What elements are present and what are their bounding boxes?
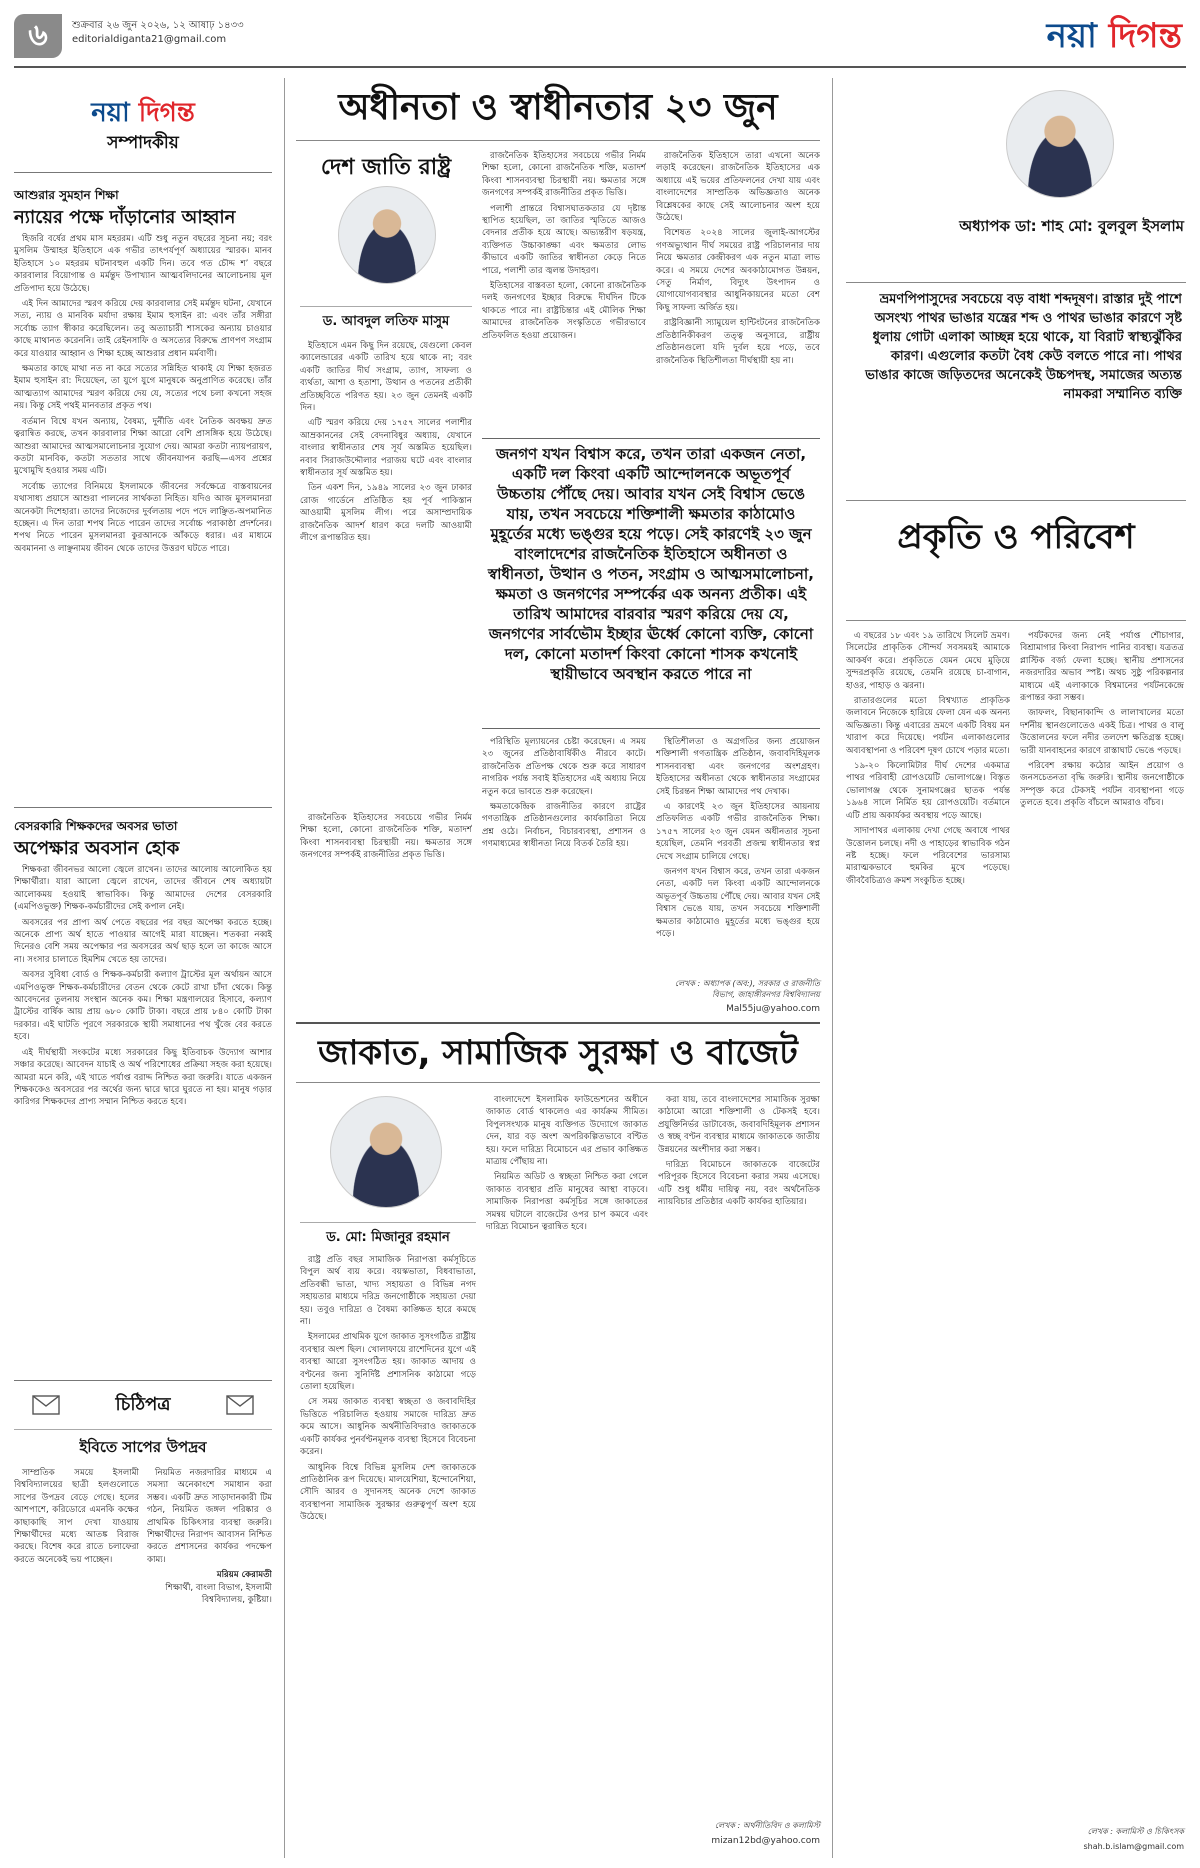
sidebar-author-photo xyxy=(1006,90,1114,198)
editorial-body-2: শিক্ষকরা জীবনভর আলো জ্বেলে রাখেন। তাদের আলোয় আলোকিত হয় শিক্ষার্থীরা। যারা আলো জ্বেলে রাখেন, তাদের জীবনে শেষ অধ্যায়টা আলোকময় হওয়াই স্বাভাবিক। কিন্তু আমাদের দেশের বেসরকারি (এমপিওভুক্ত) শিক্ষক-কর্মচারীদের সেই কপাল নেই। অবসরের পর প্রাপ্য অর্থ পেতে বছরের পর বছর অপেক্ষা করতে হচ্ছে। অনেকে প্রাপ্য অর্থ হাতে পাওয়ার আগেই মারা যাচ্ছেন। শতকরা নব্বই দিনেরও বেশি সময় অপেক্ষার পর অবসরের অর্থ ছাড় হলে তা কাজে আসে না। সংসার চালাতে হিমশিম খেতে হয় তাদের। অবসর সুবিধা বোর্ড ও শিক্ষক-কর্মচারী কল্যাণ ট্রাস্টের মূল অর্থায়ন আসে এমপিওভুক্ত শিক্ষক-কর্মচারীদের বেতন থেকে কেটে রাখা চাঁদা থেকে। কিন্তু আবেদনের তুলনায় সংস্থান অনেক কম। শিক্ষা মন্ত্রণালয়ের হিসাবে, কল্যাণ ট্রাস্টের বার্ষিক আয় প্রায় ৬৮০ কোটি টাকা। বছরে প্রায় ৮৪০ কোটি টাকা দরকার। এই ঘাটতি পূরণে সরকারকে স্থায়ী সমাধানের পথ খুঁজে বের করতে হবে। এই দীর্ঘস্থায়ী সংকটের মধ্যে সরকারের কিছু ইতিবাচক উদ্যোগ আশার সঞ্চার করেছে। আবেদন যাচাই ও অর্থ পরিশোধের প্রক্রিয়া সহজ করা হয়েছে। আমরা মনে করি, এই খাতে পর্যাপ্ত বরাদ্দ নিশ্চিত করা জরুরি। যাতে একজন শিক্ষককেও অবসরের পর অর্থের জন্য দ্বারে দ্বারে ঘুরতে না হয়। মানুষ গড়ার কারিগর শিক্ষকদের প্রাপ্য সম্মান নিশ্চিত করতে হবে। xyxy=(14,865,272,1108)
second-footer-note: লেখক : অর্থনীতিবিদ ও কলামিস্ট xyxy=(714,1821,820,1830)
main-headline-rule xyxy=(296,140,820,141)
center-section-divider xyxy=(296,1022,820,1024)
sidebar-teaser: ভ্রমণপিপাসুদের সবচেয়ে বড় বাধা শব্দদূষণ। রাস্তার দুই পাশে অসংখ্য পাথর ভাঙার যন্ত্রের শব্দ ও পাথর ভাঙার কারণে সৃষ্ট ধুলায় গোটা এলাকা আচ্ছন্ন হয়ে থাকে, যা বিরাট স্বাস্থ্যঝুঁকির কারণ। এগুলোর কতটা বৈধ কেউ বলতে পারে না। পাথর ভাঙার কাজে জড়িতদের অনেকেই উচ্চপদস্থ, সমাজের অত্যন্ত নামকরা সম্মানিত ব্যক্তি xyxy=(865,292,1182,402)
editorial-logo: নয়া দিগন্ত xyxy=(91,98,195,128)
main-footer-email[interactable]: Mal55ju@yahoo.com xyxy=(726,1004,820,1014)
letter-signature-detail: শিক্ষার্থী, বাংলা বিভাগ, ইসলামী বিশ্ববিদ্যালয়, কুষ্টিয়া। xyxy=(165,1582,272,1606)
page-number-badge xyxy=(14,14,62,58)
second-col-b: বাংলাদেশে ইসলামিক ফাউন্ডেশনের অধীনে জাকাত বোর্ড থাকলেও এর কার্যক্রম সীমিত। বিপুলসংখ্যক মানুষ ব্যক্তিগত উদ্যোগে জাকাত দেন, যার বড় অংশ অপরিকল্পিতভাবে বণ্টিত হয়। ফলে দারিদ্র্য বিমোচনে এর প্রভাব কাঙ্ক্ষিত মাত্রায় পৌঁছায় না। নিয়মিত অডিট ও স্বচ্ছতা নিশ্চিত করা গেলে জাকাত ব্যবস্থার প্রতি মানুষের আস্থা বাড়বে। সামাজিক নিরাপত্তা কর্মসূচির সঙ্গে জাকাতের সমন্বয় ঘটালে বাজেটের ওপর চাপ কমবে এবং দারিদ্র্য বিমোচন ত্বরান্বিত হবে। xyxy=(486,1095,648,1233)
envelope-icon xyxy=(32,1395,60,1415)
second-col-c: করা যায়, তবে বাংলাদেশের সামাজিক সুরক্ষা কাঠামো আরো শক্তিশালী ও টেকসই হবে। প্রযুক্তিনির্ভর ডাটাবেজ, জবাবদিহিমূলক প্রশাসন ও স্বচ্ছ বণ্টন ব্যবস্থার মাধ্যমে জাকাতকে জাতীয় উন্নয়নের অংশীদার করা সম্ভব। দারিদ্র্য বিমোচনে জাকাতকে বাজেটের পরিপূরক হিসেবে বিবেচনা করার সময় এসেছে। এটি শুধু ধর্মীয় দায়িত্ব নয়, বরং অর্থনৈতিক ন্যায়বিচার প্রতিষ্ঠার একটি কার্যকর হাতিয়ার। xyxy=(658,1095,820,1208)
date-line: শুক্রবার ২৬ জুন ২০২৬, ১২ আষাঢ় ১৪৩৩ xyxy=(72,20,244,31)
pullquote-rule-bottom xyxy=(482,728,820,729)
letters-label: চিঠিপত্র xyxy=(115,1394,171,1415)
masthead-logo[interactable] xyxy=(1047,16,1182,56)
main-footer-note: লেখক : অধ্যাপক (অব:), সরকার ও রাজনীতি বিভাগ, জাহাঙ্গীরনগর বিশ্ববিদ্যালয় xyxy=(674,979,820,999)
letter-col-1: সাম্প্রতিক সময়ে ইসলামী বিশ্ববিদ্যালয়ের ছাত্রী হলগুলোতে সাপের উপদ্রব বেড়ে গেছে। হলের আশপাশে, করিডোরে এমনকি কক্ষের কাছাকাছি সাপ দেখা যাওয়ায় শিক্ষার্থীদের মধ্যে আতঙ্ক বিরাজ করছে। বিশেষ করে রাতে চলাফেরা করতে অনেকেই ভয় পাচ্ছেন। xyxy=(14,1468,139,1565)
editorial-divider-2 xyxy=(14,807,272,808)
letters-header xyxy=(14,1391,272,1421)
main-headline: অধীনতা ও স্বাধীনতার ২৩ জুন xyxy=(338,87,778,128)
header-divider xyxy=(14,66,1186,68)
second-col-a: রাষ্ট্র প্রতি বছর সামাজিক নিরাপত্তা কর্মসূচিতে বিপুল অর্থ ব্যয় করে। বয়স্কভাতা, বিধবাভাতা, প্রতিবন্ধী ভাতা, খাদ্য সহায়তা ও বিভিন্ন নগদ সহায়তার মাধ্যমে দরিদ্র জনগোষ্ঠীকে সহায়তা দেয়া হয়। তবুও দারিদ্র্য ও বৈষম্য কাঙ্ক্ষিত হারে কমছে না। ইসলামের প্রাথমিক যুগে জাকাত সুসংগঠিত রাষ্ট্রীয় ব্যবস্থার অংশ ছিল। খোলাফায়ে রাশেদিনের যুগে এই ব্যবস্থা আরো সুসংগঠিত হয়। জাকাত আদায় ও বণ্টনের জন্য সুনির্দিষ্ট প্রশাসনিক কাঠামো গড়ে তোলা হয়েছিল। সে সময় জাকাত ব্যবস্থা স্বচ্ছতা ও জবাবদিহির ভিত্তিতে পরিচালিত হওয়ায় সমাজে দারিদ্র্য দ্রুত কমে আসে। আধুনিক অর্থনীতিবিদরাও জাকাতকে একটি কার্যকর পুনর্বণ্টনমূলক ব্যবস্থা হিসেবে বিবেচনা করেন। আধুনিক বিশ্বে বিভিন্ন মুসলিম দেশ জাকাতকে প্রাতিষ্ঠানিক রূপ দিয়েছে। মালয়েশিয়া, ইন্দোনেশিয়া, সৌদি আরব ও সুদানসহ অনেক দেশে জাকাত ব্যবস্থাপনা সামাজিক সুরক্ষার গুরুত্বপূর্ণ অংশ হয়ে উঠেছে। xyxy=(300,1255,476,1523)
sidebar-headline: প্রকৃতি ও পরিবেশ xyxy=(897,517,1135,557)
letter-title: ইবিতে সাপের উপদ্রব xyxy=(79,1438,207,1456)
second-footer-email[interactable]: mizan12bd@yahoo.com xyxy=(711,1836,820,1846)
editorial-kicker-1: আশুরার সুমহান শিক্ষা xyxy=(14,188,119,202)
page-number: ৬ xyxy=(28,18,48,53)
main-author-photo xyxy=(338,186,436,284)
editorial-section-label: সম্পাদকীয় xyxy=(107,133,179,153)
main-column-label: দেশ জাতি রাষ্ট্র xyxy=(320,155,452,180)
column-rule-left xyxy=(284,78,285,1858)
second-author-photo xyxy=(330,1096,442,1208)
second-author: ড. মো: মিজানুর রহমান xyxy=(326,1230,450,1245)
sidebar-footer-note: লেখক : কলামিস্ট ও চিকিৎসক xyxy=(1087,1827,1184,1836)
editorial-column xyxy=(14,78,272,1858)
column-rule-right xyxy=(832,78,833,1858)
main-pullquote: জনগণ যখন বিশ্বাস করে, তখন তারা একজন নেতা, একটি দল কিংবা একটি আন্দোলনকে অভূতপূর্ব উচ্চতায় পৌঁছে দেয়। আবার যখন সেই বিশ্বাস ভেঙে যায়, তখন সবচেয়ে শক্তিশালী ক্ষমতার কাঠামোও মুহূর্তের মধ্যে ভঙ্গুর হয়ে পড়ে। সেই কারণেই ২৩ জুন বাংলাদেশের রাজনৈতিক ইতিহাসে অধীনতা ও স্বাধীনতা, উত্থান ও পতন, সংগ্রাম ও আত্মসমালোচনা, ক্ষমতা ও জনগণের সম্পর্কের এক অনন্য প্রতীক। এই তারিখ আমাদের বারবার স্মরণ করিয়ে দেয় যে, জনগণের সার্বভৌম ইচ্ছার ঊর্ধ্বে কোনো ব্যক্তি, কোনো দল, কোনো মতাদর্শ কিংবা কোনো শাসক কখনোই স্থায়ীভাবে অবস্থান করতে পারে না xyxy=(488,445,814,683)
main-col-a: ইতিহাসে এমন কিছু দিন রয়েছে, যেগুলো কেবল ক্যালেন্ডারের একটি তারিখ হয়ে থাকে না; বরং একটি জাতির দীর্ঘ সংগ্রাম, ত্যাগ, সাফল্য ও ব্যর্থতা, আশা ও হতাশা, উত্থান ও পতনের প্রতীকী প্রতিচ্ছবিতে পরিণত হয়। ২৩ জুন তেমনই একটি দিন। এটি স্মরণ করিয়ে দেয় ১৭৫৭ সালের পলাশীর আম্রকাননের সেই বেদনাবিধুর অধ্যায়, যেখানে বাংলার স্বাধীনতার শেষ সূর্য অস্তমিত হয়েছিল। নবাব সিরাজউদ্দৌলার পরাজয় ঘটে এবং বাংলার স্বাধীনতার সূর্য অস্তমিত হয়। তিন একশ দিন, ১৯৪৯ সালের ২৩ জুন ঢাকার রোজ গার্ডেনে প্রতিষ্ঠিত হয় পূর্ব পাকিস্তান আওয়ামী মুসলিম লীগ। পরে অসাম্প্রদায়িক রাজনৈতিক আদর্শ ধারণ করে দলটি আওয়ামী লীগে রূপান্তরিত হয়। xyxy=(300,341,472,544)
main-author: ড. আবদুল লতিফ মাসুম xyxy=(322,314,450,329)
sidebar-col-b: পর্যটকদের জন্য নেই পর্যাপ্ত শৌচাগার, বিশ্রামাগার কিংবা নিরাপদ পানির ব্যবস্থা। যত্রতত্র প্লাস্টিক বর্জ্য ফেলা হচ্ছে। স্থানীয় প্রশাসনের নজরদারির অভাব স্পষ্ট। অথচ সুষ্ঠু পরিকল্পনার মাধ্যমে এই এলাকাকে বিশ্বমানের পর্যটনকেন্দ্রে রূপান্তর করা সম্ভব। জাফলং, বিছানাকান্দি ও লালাখালের মতো দর্শনীয় স্থানগুলোতেও একই চিত্র। পাথর ও বালু উত্তোলনের ফলে নদীর তলদেশ ক্ষতিগ্রস্ত হচ্ছে। ভারী যানবাহনের কারণে রাস্তাঘাট ভেঙে পড়ছে। পরিবেশ রক্ষায় কঠোর আইন প্রয়োগ ও জনসচেতনতা বৃদ্ধি জরুরি। স্থানীয় জনগোষ্ঠীকে সম্পৃক্ত করে টেকসই পর্যটন ব্যবস্থাপনা গড়ে তুলতে হবে। প্রকৃতি বাঁচলে আমরাও বাঁচব। xyxy=(1020,631,1184,809)
letter-col-2: নিয়মিত নজরদারির মাধ্যমে এ সমস্যা অনেকাংশে সমাধান করা সম্ভব। একটি দ্রুত সাড়াদানকারী টিম গঠন, নিয়মিত জঙ্গল পরিষ্কার ও প্রাথমিক চিকিৎসার ব্যবস্থা জরুরি। শিক্ষার্থীদের নিরাপদ আবাসন নিশ্চিত করতে প্রশাসনের কার্যকর পদক্ষেপ কাম্য। মরিয়ম কেরামতী শিক্ষার্থী, বাংলা বিভাগ, ইসলামী বিশ্ববিদ্যালয়, কুষ্টিয়া। xyxy=(147,1468,272,1606)
sidebar-author: অধ্যাপক ডা: শাহ মো: বুলবুল ইসলাম xyxy=(959,217,1184,235)
letter-body xyxy=(14,1467,272,1607)
sidebar-col-a: এ বছরের ১৮ এবং ১৯ তারিখে সিলেট ভ্রমণ। সিলেটের প্রাকৃতিক সৌন্দর্য সবসময়ই আমাকে আকর্ষণ করে। প্রকৃতিতে যেমন মেঘে মুড়িয়ে সুন্দরপ্রকৃতি রয়েছে, তেমনি রয়েছে চা-বাগান, হাওর, পাহাড় ও ঝরনা। রাতারগুলের মতো বিশ্বখ্যাত প্রাকৃতিক জলাবনে নিজেকে হারিয়ে ফেলা যেন এক অনন্য অভিজ্ঞতা। কিন্তু এবারের ভ্রমণে একটি বিষয় মন খারাপ করে দিয়েছে। পর্যটন এলাকাগুলোর অব্যবস্থাপনা ও পরিবেশ দূষণ চোখে পড়ার মতো। ১৯-২০ কিলোমিটার দীর্ঘ দেশের একমাত্র পাথর পরিবাহী রোপওয়েটি ভোলাগঞ্জে। বিস্তৃত ভোলাগঞ্জ থেকে সুনামগঞ্জের ছাতক পর্যন্ত ১৯৬৪ সালে নির্মিত হয় রোপওয়েটি। বর্তমানে এটি প্রায় অকার্যকর অবস্থায় পড়ে আছে। সাদাপাথর এলাকায় দেখা গেছে অবাধে পাথর উত্তোলন চলছে। নদী ও পাহাড়ের স্বাভাবিক গঠন নষ্ট হচ্ছে। ফলে পরিবেশের ভারসাম্য মারাত্মকভাবে হুমকির মুখে পড়েছে। জীববৈচিত্র্যও ক্রমশ সংকুচিত হচ্ছে। xyxy=(846,631,1010,886)
sidebar-footer-email[interactable]: shah.b.islam@gmail.com xyxy=(1083,1842,1184,1851)
main-col-f: রাজনৈতিক ইতিহাসের সবচেয়ে গভীর নির্মম শিক্ষা হলো, কোনো রাজনৈতিক শক্তি, মতাদর্শ কিংবা শাসনব্যবস্থা চিরস্থায়ী নয়। ক্ষমতার সঙ্গে জনগণের সম্পর্কই রাজনীতির প্রকৃত ভিত্তি। xyxy=(300,813,472,861)
second-headline: জাকাত, সামাজিক সুরক্ষা ও বাজেট xyxy=(318,1033,798,1073)
main-col-e: স্থিতিশীলতা ও অগ্রগতির জন্য প্রয়োজন শক্তিশালী গণতান্ত্রিক প্রতিষ্ঠান, জবাবদিহিমূলক শাসনব্যবস্থা এবং জনগণের অংশগ্রহণ। ইতিহাসের অধীনতা থেকে স্বাধীনতার সংগ্রামের সেই চিরন্তন শিক্ষা আমাদের পথ দেখাক। এ কারণেই ২৩ জুন ইতিহাসের আয়নায় প্রতিফলিত একটি গভীর রাজনৈতিক শিক্ষা। ১৭৫৭ সালের ২৩ জুন যেমন অধীনতার সূচনা হয়েছিল, তেমনি পরবর্তী প্রজন্ম স্বাধীনতার স্বপ্ন দেখে সংগ্রাম চালিয়ে গেছে। জনগণ যখন বিশ্বাস করে, তখন তারা একজন নেতা, একটি দল কিংবা একটি আন্দোলনকে অভূতপূর্ব উচ্চতায় পৌঁছে দেয়। আবার যখন সেই বিশ্বাস ভেঙে যায়, তখন সবচেয়ে শক্তিশালী ক্ষমতার কাঠামোও মুহূর্তের মধ্যে ভঙ্গুর হয়ে পড়ে। xyxy=(656,737,820,940)
editorial-title-1: ন্যায়ের পক্ষে দাঁড়ানোর আহ্বান xyxy=(14,207,236,228)
main-col-b: রাজনৈতিক ইতিহাসের সবচেয়ে গভীর নির্মম শিক্ষা হলো, কোনো রাজনৈতিক শক্তি, মতাদর্শ কিংবা শাসনব্যবস্থা চিরস্থায়ী নয়। ক্ষমতার সঙ্গে জনগণের সম্পর্কই রাজনীতির প্রকৃত ভিত্তি। পলাশী প্রান্তরে বিশ্বাসঘাতকতার যে দৃষ্টান্ত স্থাপিত হয়েছিল, তা জাতির স্মৃতিতে আজও বেদনার প্রতীক হয়ে আছে। অভ্যন্তরীণ ষড়যন্ত্র, ব্যক্তিগত উচ্চাকাঙ্ক্ষা এবং ক্ষমতার লোভ কীভাবে একটি জাতির স্বাধীনতা কেড়ে নিতে পারে, পলাশী তার জ্বলন্ত উদাহরণ। ইতিহাসের বাস্তবতা হলো, কোনো রাজনৈতিক দলই জনগণের ইচ্ছার বিরুদ্ধে দীর্ঘদিন টিকে থাকতে পারে না। রাষ্ট্রচিন্তার এই মৌলিক শিক্ষা আমাদের রাজনৈতিক সংস্কৃতিতে গভীরভাবে প্রতিফলিত হওয়া প্রয়োজন। xyxy=(482,151,646,341)
letters-divider-2 xyxy=(14,1429,272,1430)
sidebar-headline-rule xyxy=(846,620,1186,621)
logo-part2: দিগন্ত xyxy=(1108,16,1182,56)
letter-signature-name: মরিয়ম কেরামতী xyxy=(216,1570,272,1581)
logo-part1: নয়া xyxy=(1046,16,1097,56)
editorial-body-1: হিজরি বর্ষের প্রথম মাস মহররম। এটি শুধু নতুন বছরের সূচনা নয়; বরং মুসলিম উম্মাহর ইতিহাসে এক গভীর তাৎপর্যপূর্ণ অধ্যায়ের স্মারক। মানব ইতিহাসে ১০ মহররম ঘটনাবহুল একটি দিন। তবে গত চৌদ্দ শ’ বছরে কারবালার বিয়োগান্ত ও মর্মন্তুদ উপাখ্যান আত্মবলিদানের আলোচনায় মূল প্রতিপাদ্য হয়ে উঠেছে। এই দিন আমাদের স্মরণ করিয়ে দেয় কারবালার সেই মর্মন্তুদ ঘটনা, যেখানে সত্য, ন্যায় ও মানবিক মর্যাদা রক্ষায় ইমাম হুসাইন রা: এবং তাঁর সঙ্গীরা সর্বোচ্চ ত্যাগ স্বীকার করেছিলেন। তবু অত্যাচারী শাসকের অন্যায় চাওয়ার কাছে মাথানত করেননি। তাই রেইনসাফি ও অসত্যের বিরুদ্ধে প্রাণপণ সংগ্রাম করে যাওয়ার আহ্বান ও শিক্ষা হচ্ছে আশুরার প্রধান মর্মবাণী। ক্ষমতার কাছে মাথা নত না করে সত্যের সন্নিহিত থাকাই যে শিক্ষা হজরত ইমাম হুসাইন রা: দিয়েছেন, তা যুগে যুগে মানুষকে অনুপ্রাণিত করেছে। তাঁর আত্মত্যাগ আমাদের স্মরণ করিয়ে দেয় যে, সত্যের পথে চলা কখনো সহজ নয়। কিন্তু সেই পথই মানবতার প্রকৃত পথ। বর্তমান বিশ্বে যখন অন্যায়, বৈষম্য, দুর্নীতি এবং নৈতিক অবক্ষয় দ্রুত ত্বরান্বিত করছে, তখন কারবালার শিক্ষা আরো বেশি প্রাসঙ্গিক হয়ে উঠেছে। আশুরা আমাদের আত্মসমালোচনার সুযোগ দেয়। আমরা কতটা ন্যায়পরায়ণ, কতটা মানবিক, কতটা সততার সাথে জীবনযাপন করছি—এসব প্রশ্নের মুখোমুখি হওয়ার সময় এটি। সর্বোচ্চ ত্যাগের বিনিময়ে ইসলামকে জীবনের সর্বক্ষেত্রে বাস্তবায়নের যথাসাধ্য প্রয়াসে আশুরা পালনের সার্থকতা নিহিত। যদিও আজ মুসলমানরা অনেকটা দিশেহারা। তাদের নিজেদের দুর্বলতায় পদে পদে লাঞ্ছিত-অপমানিত হচ্ছেন। এ দিন তারা শপথ নিতে পারেন তাদের সর্বোচ্চ পরাকাষ্ঠা প্রদর্শনের। শপথ নিতে পারেন মুসলমানরা কুরআনকে আঁকড়ে ধরার। এর মাধ্যমে অবমাননা ও লাঞ্ছনাময় জীবন থেকে তাদের উত্তরণ ঘটতে পারে। xyxy=(14,234,272,554)
editorial-kicker-2: বেসরকারি শিক্ষকদের অবসর ভাতা xyxy=(14,819,178,833)
editorial-title-2: অপেক্ষার অবসান হোক xyxy=(14,838,180,859)
sidebar-teaser-rule-top xyxy=(846,282,1186,283)
letters-divider xyxy=(14,1380,272,1381)
header-email[interactable]: editorialdiganta21@gmail.com xyxy=(72,34,227,45)
envelope-icon xyxy=(226,1395,254,1415)
main-col-d: পরিস্থিতি মূল্যায়নের চেষ্টা করেছেন। এ সময় ২৩ জুনের প্রতিষ্ঠাবার্ষিকীও নীরবে কাটে। রাজনৈতিক প্রতিপক্ষ থেকে শুরু করে সাধারণ নাগরিক পর্যন্ত সবাই ইতিহাসের এই অধ্যায় নিয়ে নতুন করে ভাবতে শুরু করেছেন। ক্ষমতাকেন্দ্রিক রাজনীতির কারণে রাষ্ট্রের গণতান্ত্রিক প্রতিষ্ঠানগুলোর কার্যকারিতা নিয়ে প্রশ্ন ওঠে। নির্বাচন, বিচারব্যবস্থা, প্রশাসন ও গণমাধ্যমের স্বাধীনতা নিয়ে বিতর্ক তৈরি হয়। xyxy=(482,737,646,850)
pullquote-rule-top xyxy=(482,438,820,439)
second-headline-rule xyxy=(296,1082,820,1083)
main-col-c: রাজনৈতিক ইতিহাসে তারা এখনো অনেক লড়াই করেছেন। রাজনৈতিক ইতিহাসের এক অধ্যায়ে এই ভয়ের প্রতিফলনের দেখা যায় এবং বাংলাদেশের সাম্প্রতিক অভিজ্ঞতাও অনেক বিশ্লেষকের কাছে সেই আলোচনার অংশ হয়ে উঠেছে। বিশেষত ২০২৪ সালের জুলাই-আগস্টের গণঅভ্যুত্থান দীর্ঘ সময়ের রাষ্ট্র পরিচালনার দায় নিয়ে ক্ষমতার কেন্দ্রীকরণ এক নতুন মাত্রা লাভ করে। এ সময়ে দেশের অবকাঠামোগত উন্নয়ন, সেতু নির্মাণ, বিদ্যুৎ উৎপাদন ও যোগাযোগব্যবস্থার আধুনিকায়নের মতো বেশ কিছু সাফল্য অর্জিত হয়। রাষ্ট্রবিজ্ঞানী স্যামুয়েল হান্টিংটনের রাজনৈতিক প্রতিষ্ঠানিকীকরণ তত্ত্ব অনুসারে, রাষ্ট্রীয় প্রতিষ্ঠানগুলো যদি দুর্বল হয়ে পড়ে, তবে রাজনৈতিক স্থিতিশীলতা দীর্ঘস্থায়ী হয় না। xyxy=(656,151,820,366)
second-author-rule xyxy=(300,1222,476,1223)
sidebar-teaser-rule-bottom xyxy=(846,500,1186,501)
editorial-divider xyxy=(14,172,272,173)
main-author-rule xyxy=(300,306,472,307)
